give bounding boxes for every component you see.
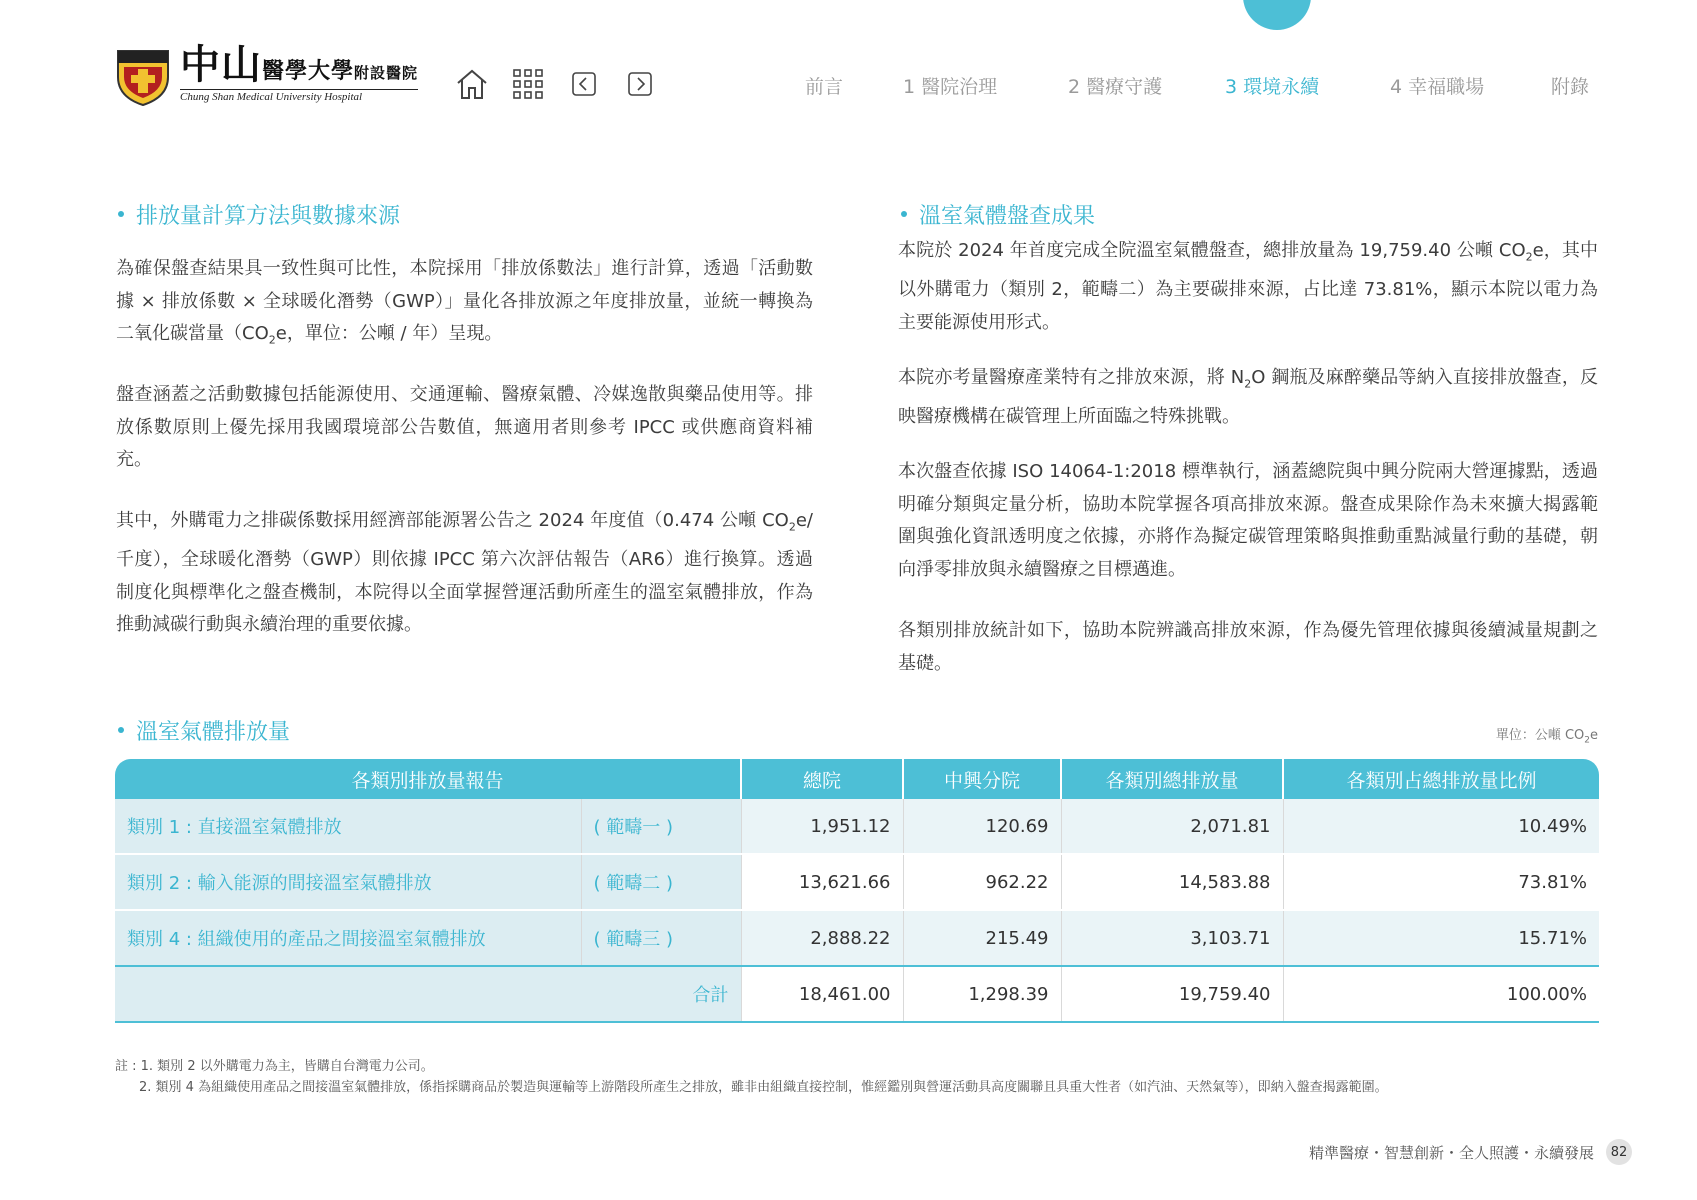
header-main-hospital: 總院 — [741, 759, 903, 799]
row-scope: ( 範疇三 ) — [581, 910, 741, 966]
page-footer — [1309, 1139, 1632, 1165]
row-branch-value: 120.69 — [903, 799, 1061, 854]
bullet-dot — [118, 211, 124, 217]
row-main-value: 1,951.12 — [741, 799, 903, 854]
section-title-methodology: 排放量計算方法與數據來源 — [118, 199, 400, 230]
results-paragraph-2: 本院亦考量醫療產業特有之排放來源，將 $N_2O$ 鋼瓶及麻醉藥品等納入直接排放盤查，反映醫療機構在碳管理上所面臨之特殊挑戰。 — [898, 367, 1599, 428]
table-row — [115, 854, 1599, 910]
row-main-value: 2,888.22 — [741, 910, 903, 966]
row-scope: ( 範疇二 ) — [581, 854, 741, 910]
row-total-value: 3,103.71 — [1061, 910, 1283, 966]
chapter-nav — [0, 72, 1697, 102]
row-category: 類別 2 : 輸入能源的間接溫室氣體排放 — [115, 854, 581, 910]
nav-item-medical-care[interactable]: 2 醫療守護 — [1068, 76, 1163, 98]
section-title-emissions: 溫室氣體排放量 — [118, 715, 290, 746]
total-main-value: 18,461.00 — [741, 966, 903, 1022]
nav-item-appendix[interactable]: 附錄 — [1551, 76, 1590, 98]
bullet-dot — [118, 727, 124, 733]
row-branch-value: 962.22 — [903, 854, 1061, 910]
nav-item-governance[interactable]: 1 醫院治理 — [903, 76, 998, 98]
logo-title-mid: 醫學大學 — [262, 58, 355, 84]
row-scope: ( 範疇一 ) — [581, 799, 741, 854]
bullet-dot — [901, 211, 907, 217]
methodology-paragraph-3: 其中，外購電力之排碳係數採用經濟部能源署公告之 2024 年度值（0.474 公噸 $CO_2e/$ 千度），全球暖化潛勢（GWP）則依據 IPCC 第六次評估報告（AR6）進行換算。透過制度化與標準化之盤查機制，本院得以全面掌握營運活動所產生的溫室氣體排放，作為推動減碳行動與永續治理的重要依據。 — [116, 510, 813, 636]
row-total-value: 14,583.88 — [1061, 854, 1283, 910]
note-1: 註 : 1. 類別 2 以外購電力為主，皆購自台灣電力公司。 — [115, 1059, 434, 1074]
header-share: 各類別占總排放量比例 — [1283, 759, 1599, 799]
header-category-total: 各類別總排放量 — [1061, 759, 1283, 799]
nav-item-preface[interactable]: 前言 — [805, 76, 844, 98]
unit-label: 單位：公噸 $CO_2e$ — [1495, 728, 1598, 746]
row-share-value: 10.49% — [1283, 799, 1599, 854]
table-row — [115, 910, 1599, 966]
table-notes — [115, 1056, 1388, 1098]
methodology-paragraph-2: 盤查涵蓋之活動數據包括能源使用、交通運輸、醫療氣體、冷媒逸散與藥品使用等。排放係數原則上優先採用我國環境部公告數值，無適用者則參考 IPCC 或供應商資料補充。 — [116, 384, 813, 470]
nav-item-environment[interactable]: 3 環境永續 — [1225, 76, 1320, 98]
footer-slogan: 精準醫療・智慧創新・全人照護・永續發展 — [1308, 1143, 1594, 1162]
header-branch: 中興分院 — [903, 759, 1061, 799]
total-label: 合計 — [115, 966, 741, 1022]
row-total-value: 2,071.81 — [1061, 799, 1283, 854]
row-share-value: 15.71% — [1283, 910, 1599, 966]
table-row — [115, 799, 1599, 854]
row-category: 類別 1 : 直接溫室氣體排放 — [115, 799, 581, 854]
header-category: 各類別排放量報告 — [115, 759, 741, 799]
logo-title-big: 中山 — [180, 41, 262, 88]
total-branch-value: 1,298.39 — [903, 966, 1061, 1022]
page-number: 82 — [1606, 1139, 1632, 1165]
logo-english-name: Chung Shan Medical University Hospital — [180, 89, 418, 103]
row-category: 類別 4 : 組織使用的產品之間接溫室氣體排放 — [115, 910, 581, 966]
results-paragraph-4: 各類別排放統計如下，協助本院辨識高排放來源，作為優先管理依據與後續減量規劃之基礎。 — [898, 620, 1598, 674]
note-2: 2. 類別 4 為組織使用產品之間接溫室氣體排放，係指採購商品於製造與運輸等上游階段所產生之排放，雖非由組織直接控制，惟經鑑別與營運活動具高度關聯且具重大性者（如汽油、天然氣等），即納入盤查揭露範圍。 — [139, 1080, 1388, 1095]
row-branch-value: 215.49 — [903, 910, 1061, 966]
methodology-paragraph-1: 為確保盤查結果具一致性與可比性，本院採用「排放係數法」進行計算，透過「活動數據 × 排放係數 × 全球暖化潛勢（GWP）」量化各排放源之年度排放量，並統一轉換為二氧化碳當量（$CO_2e$，單位：公噸 / 年）呈現。 — [116, 258, 813, 347]
results-paragraph-1: 本院於 2024 年首度完成全院溫室氣體盤查，總排放量為 19,759.40 公噸 $CO_2e$，其中以外購電力（類別 2，範疇二）為主要碳排來源，占比達 73.81%，顯示本院以電力為主要能源使用形式。 — [898, 240, 1598, 333]
table-header-row — [115, 759, 1599, 799]
section-title-inventory-results: 溫室氣體盤查成果 — [901, 199, 1095, 230]
nav-item-workplace[interactable]: 4 幸福職場 — [1390, 76, 1485, 98]
total-total-value: 19,759.40 — [1061, 966, 1283, 1022]
row-share-value: 73.81% — [1283, 854, 1599, 910]
row-main-value: 13,621.66 — [741, 854, 903, 910]
table-total-row — [115, 966, 1599, 1022]
results-paragraph-3: 本次盤查依據 ISO 14064-1:2018 標準執行，涵蓋總院與中興分院兩大營運據點，透過明確分類與定量分析，協助本院掌握各項高排放來源。盤查成果除作為未來擴大揭露範圍與強化資訊透明度之依據，亦將作為擬定碳管理策略與推動重點減量行動的基礎，朝向淨零排放與永續醫療之目標邁進。 — [898, 461, 1598, 580]
emissions-table — [115, 759, 1599, 1023]
decorative-circle — [1243, 0, 1311, 30]
logo-title-small: 附設醫院 — [354, 64, 419, 82]
total-share-value: 100.00% — [1283, 966, 1599, 1022]
